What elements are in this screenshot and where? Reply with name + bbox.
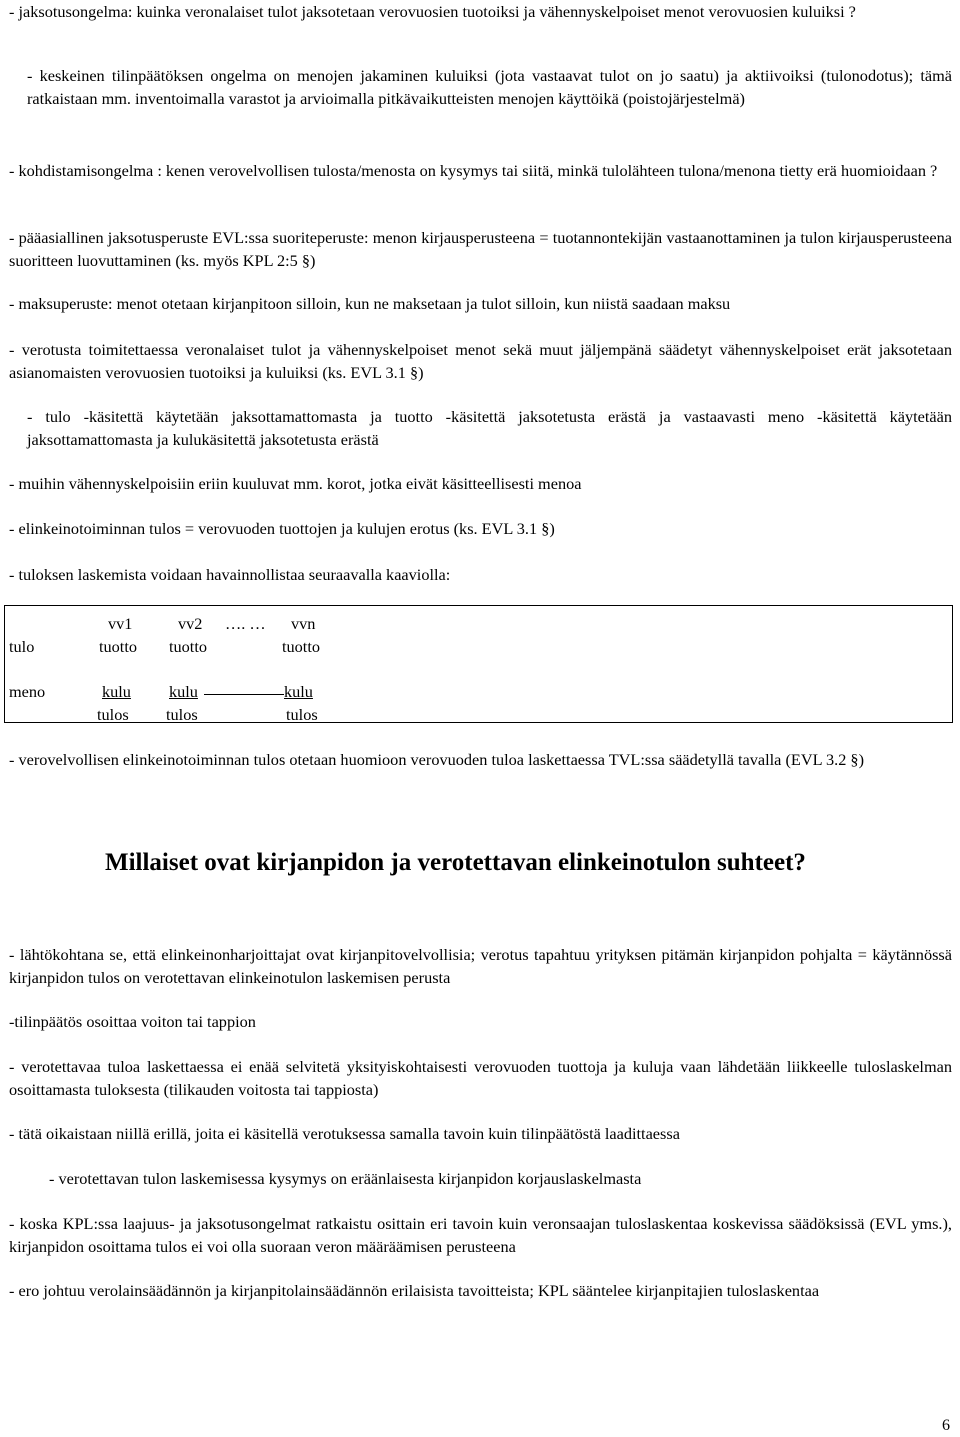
paragraph-ero-johtuu: - ero johtuu verolainsäädännön ja kirjanpitolainsäädännön erilaisista tavoitteista; KPL sääntelee kirjanpitajien tuloslaskentaa <box>9 1281 820 1300</box>
paragraph-jaksotusperuste: - pääasiallinen jaksotusperuste EVL:ssa suoriteperuste: menon kirjausperusteena = tuotannontekijän vastaanottaminen ja tulon kirjausperusteena suoritteen luovuttaminen (ks. myös KPL 2:5 §) <box>9 228 952 270</box>
diagram-tulos-1: tulos <box>97 705 129 724</box>
paragraph-kohdistamisongelma: - kohdistamisongelma : kenen verovelvollisen tulosta/menosta on kysymys tai siitä, minkä tulolähteen tulona/menona tietty erä huomioidaan ? <box>9 161 938 180</box>
diagram-underline-gap <box>204 694 284 695</box>
diagram-year-n: vvn <box>291 614 316 633</box>
paragraph-jaksotusongelma: - jaksotusongelma: kuinka veronalaiset tulot jaksotetaan verovuosien tuotoiksi ja vähennyskelpoiset menot verovuosien kuluiksi ? <box>9 2 856 21</box>
paragraph-kpl-ongelmat: - koska KPL:ssa laajuus- ja jaksotusongelmat ratkaistu osittain eri tavoin kuin veronsaajan tuloslaskentaa koskevissa säädöksissä (EVL yms.), kirjanpidon osoittama tulos ei voi olla suoraan veron määräämisen perusteena <box>9 1214 952 1256</box>
diagram-tuotto-1: tuotto <box>99 637 137 656</box>
paragraph-muihin-eriin: - muihin vähennyskelpoisiin eriin kuuluvat mm. korot, jotka eivät käsitteellisesti menoa <box>9 474 582 493</box>
diagram-tuotto-n: tuotto <box>282 637 320 656</box>
paragraph-oikaistaan: - tätä oikaistaan niillä erillä, joita ei käsitellä verotuksessa samalla tavoin kuin tilinpäätöstä laadittaessa <box>9 1124 680 1143</box>
paragraph-lahtokohtana: - lähtökohtana se, että elinkeinonharjoittajat ovat kirjanpitovelvollisia; verotus tapahtuu yrityksen pitämän kirjanpidon pohjalta = käytännössä kirjanpidon tulos on verotettavan elinkeinotulon laskemisen perusta <box>9 945 952 987</box>
diagram-tulos-2: tulos <box>166 705 198 724</box>
diagram-kulu-n: kulu <box>284 682 313 701</box>
paragraph-elinkeinotoiminnan-tulos: - elinkeinotoiminnan tulos = verovuoden tuottojen ja kulujen erotus (ks. EVL 3.1 §) <box>9 519 555 538</box>
diagram-kulu-1: kulu <box>102 682 131 701</box>
diagram-row-meno: meno <box>9 682 46 701</box>
page-number: 6 <box>942 1417 950 1434</box>
diagram-tuotto-2: tuotto <box>169 637 207 656</box>
paragraph-verotettavaa-tuloa: - verotettavaa tuloa laskettaessa ei enää selvitetä yksityiskohtaisesti verovuoden tuottoja ja kuluja vaan lähdetään liikkeelle tuloslaskelman osoittamasta tuloksesta (tilikauden voitosta tai tappiosta) <box>9 1057 952 1099</box>
paragraph-tilinpaatos-ongelma: - keskeinen tilinpäätöksen ongelma on menojen jakaminen kuluiksi (jota vastaavat tulot on jo saatu) ja aktiivoiksi (tulonodotus); tämä ratkaistaan mm. inventoimalla varastot ja arvioimalla pitkävaikutteisten menojen käyttöikä (poistojärjestelmä) <box>27 66 952 108</box>
paragraph-maksuperuste: - maksuperuste: menot otetaan kirjanpitoon silloin, kun ne maksetaan ja tulot silloin, kun niistä saadaan maksu <box>9 294 731 313</box>
diagram-tulos-n: tulos <box>286 705 318 724</box>
section-heading: Millaiset ovat kirjanpidon ja verotettavan elinkeinotulon suhteet? <box>105 849 806 876</box>
paragraph-verotusta-toimitettaessa: - verotusta toimitettaessa veronalaiset tulot ja vähennyskelpoiset menot sekä muut jäljempänä säädetyt vähennyskelpoiset erät jaksotetaan asianomaisten verovuosien tuotoiksi ja kuluiksi (ks. EVL 3.1 §) <box>9 340 952 382</box>
diagram-year-1: vv1 <box>108 614 133 633</box>
paragraph-korjauslaskelma: - verotettavan tulon laskemisessa kysymys on eräänlaisesta kirjanpidon korjauslaskelmasta <box>49 1169 642 1188</box>
paragraph-tilinpaatos-voitto: -tilinpäätös osoittaa voiton tai tappion <box>9 1012 256 1031</box>
paragraph-tulo-kasite: - tulo -käsitettä käytetään jaksottamattomasta ja tuotto -käsitettä jaksotetusta erästä ja vastaavasti meno -käsitettä käytetään jaksottamattomasta ja kulukäsitettä jaksotetusta erästä <box>27 407 952 449</box>
diagram-kulu-2: kulu <box>169 682 198 701</box>
paragraph-tuloksen-laskeminen: - tuloksen laskemista voidaan havainnollistaa seuraavalla kaaviolla: <box>9 565 451 584</box>
diagram-year-ellipsis: …. … <box>225 614 266 633</box>
diagram-year-2: vv2 <box>178 614 203 633</box>
tulos-diagram <box>4 605 953 723</box>
paragraph-verovelvollisen-tulos: - verovelvollisen elinkeinotoiminnan tulos otetaan huomioon verovuoden tuloa laskettaessa TVL:ssa säädetyllä tavalla (EVL 3.2 §) <box>9 750 864 769</box>
diagram-row-tulo: tulo <box>9 637 35 656</box>
